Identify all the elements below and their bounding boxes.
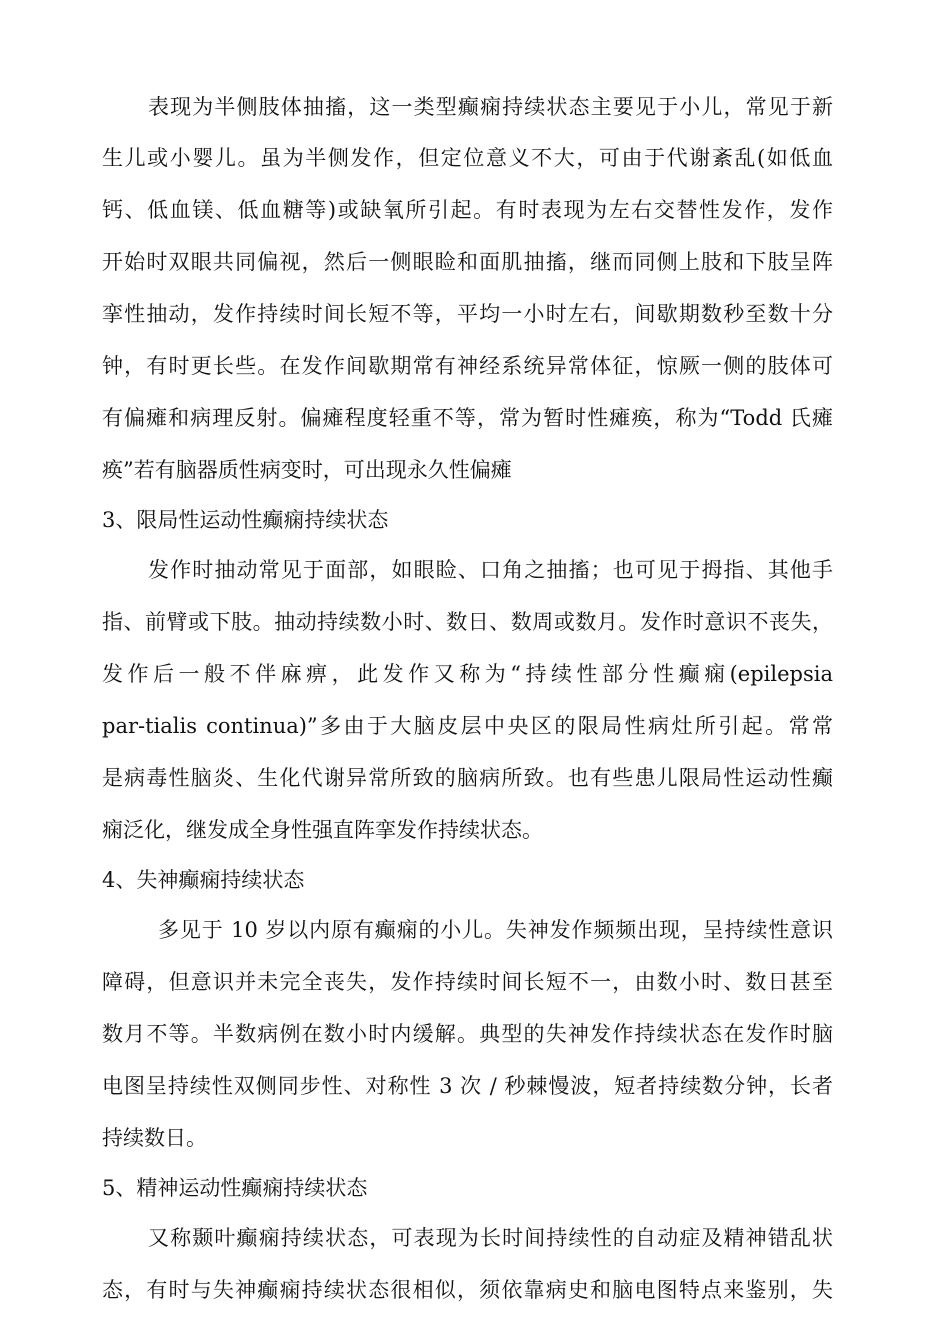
paragraph-line: 有偏瘫和病理反射。偏瘫程度轻重不等，常为暂时性瘫痪，称为“Todd 氏瘫 [102, 406, 833, 430]
section-heading: 4、失神癫痫持续状态 [102, 868, 305, 892]
paragraph-line: par-tialis continua)”多由于大脑皮层中央区的限局性病灶所引起。常常 [102, 714, 833, 738]
paragraph-line: 发作时抽动常见于面部，如眼睑、口角之抽搐；也可见于拇指、其他手 [148, 558, 833, 582]
paragraph-line: 钟，有时更长些。在发作间歇期常有神经系统异常体征，惊厥一侧的肢体可 [102, 354, 833, 378]
paragraph-line: 痫泛化，继发成全身性强直阵挛发作持续状态。 [102, 818, 543, 842]
paragraph-line: 又称颞叶癫痫持续状态，可表现为长时间持续性的自动症及精神错乱状 [148, 1226, 833, 1250]
paragraph-line: 发作后一般不伴麻痹，此发作又称为“持续性部分性癫痫(epilepsia [102, 662, 833, 686]
paragraph-line: 障碍，但意识并未完全丧失，发作持续时间长短不一，由数小时、数日甚至 [102, 970, 833, 994]
paragraph-line: 痪”若有脑器质性病变时，可出现永久性偏瘫 [102, 458, 512, 482]
paragraph-line: 持续数日。 [102, 1126, 207, 1150]
paragraph-line: 钙、低血镁、低血糖等)或缺氧所引起。有时表现为左右交替性发作，发作 [102, 198, 833, 222]
paragraph-line: 开始时双眼共同偏视，然后一侧眼睑和面肌抽搐，继而同侧上肢和下肢呈阵 [102, 250, 833, 274]
section-heading: 3、限局性运动性癫痫持续状态 [102, 508, 389, 532]
paragraph-line: 电图呈持续性双侧同步性、对称性 3 次 / 秒棘慢波，短者持续数分钟，长者 [102, 1074, 833, 1098]
paragraph-line: 数月不等。半数病例在数小时内缓解。典型的失神发作持续状态在发作时脑 [102, 1022, 833, 1046]
paragraph-line: 挛性抽动，发作持续时间长短不等，平均一小时左右，间歇期数秒至数十分 [102, 302, 833, 326]
paragraph-line: 态，有时与失神癫痫持续状态很相似，须依靠病史和脑电图特点来鉴别，失 [102, 1278, 833, 1302]
paragraph-line: 多见于 10 岁以内原有癫痫的小儿。失神发作频频出现，呈持续性意识 [158, 918, 833, 942]
paragraph-line: 指、前臂或下肢。抽动持续数小时、数日、数周或数月。发作时意识不丧失， [102, 610, 833, 634]
section-heading: 5、精神运动性癫痫持续状态 [102, 1176, 368, 1200]
paragraph-line: 是病毒性脑炎、生化代谢异常所致的脑病所致。也有些患儿限局性运动性癫 [102, 766, 833, 790]
paragraph-line: 生儿或小婴儿。虽为半侧发作，但定位意义不大，可由于代谢紊乱(如低血 [102, 146, 833, 170]
paragraph-line: 表现为半侧肢体抽搐，这一类型癫痫持续状态主要见于小儿，常见于新 [148, 95, 833, 119]
